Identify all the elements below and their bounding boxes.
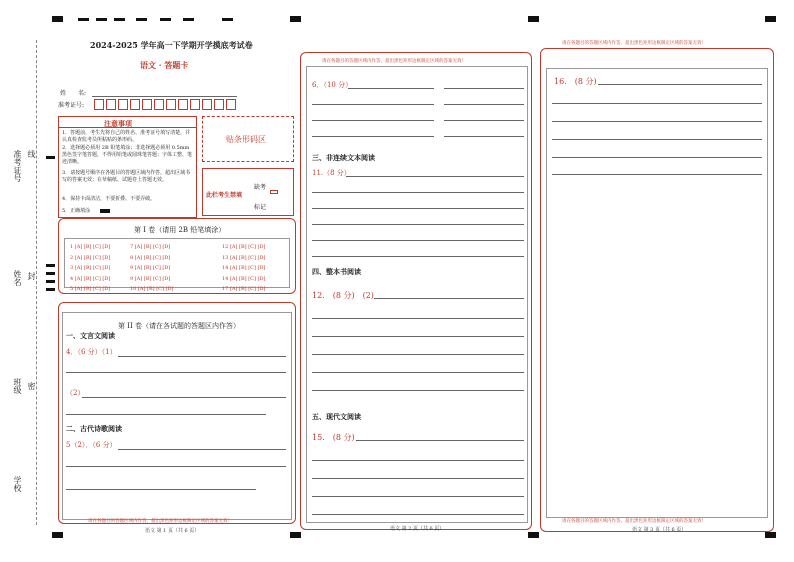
- warning-note: 请在各题目的答题区域内作答，超出黑色矩形边框限定区域的答案无效！: [322, 59, 466, 64]
- mc-option-row[interactable]: 1 [A] [B] [C] [D]: [70, 244, 111, 250]
- ticket-digit-box[interactable]: [214, 99, 224, 110]
- answer-line: [598, 84, 762, 85]
- mc-option-row[interactable]: 13 [A] [B] [C] [D]: [222, 254, 266, 261]
- timing-mark: [290, 532, 301, 538]
- ticket-digit-box[interactable]: [154, 99, 164, 110]
- timing-mark: [46, 264, 55, 267]
- question-16-label: 16. (8 分): [554, 77, 597, 86]
- answer-line: [346, 176, 524, 177]
- timing-mark: [46, 288, 55, 291]
- answer-line: [348, 88, 434, 89]
- mc-option-row[interactable]: 2 [A] [B] [C] [D]: [70, 254, 111, 261]
- page-footer-1: 语文 第 1 页（共 6 页）: [145, 528, 200, 534]
- notice-item-5: 5．正确填涂: [62, 208, 91, 214]
- mark-label: 标记: [254, 204, 267, 211]
- part1-title: 第 I 卷（请用 2B 铅笔填涂）: [134, 226, 226, 234]
- timing-mark: [96, 18, 107, 21]
- missing-label: 缺考: [254, 184, 267, 191]
- mc-option-row[interactable]: 7 [A] [B] [C] [D]: [130, 244, 171, 250]
- mc-option-row[interactable]: 9 [A] [B] [C] [D]: [130, 265, 171, 271]
- notice-item-1: 1．答题前，考生先将自己的姓名、准考证号填写清楚，并认真检查监考员所粘贴的条形码。: [62, 130, 191, 143]
- answer-line: [312, 460, 524, 461]
- page-footer-3: 语文 第 3 页（共 6 页）: [632, 527, 687, 533]
- ticket-digit-box[interactable]: [94, 99, 104, 110]
- page-footer-2: 语文 第 2 页（共 6 页）: [390, 526, 445, 532]
- warning-note: 请在各题目的答题区域内作答，超出黑色矩形边框限定区域的答案无效！: [88, 519, 232, 524]
- mc-option-row[interactable]: 17 [A] [B] [C] [D]: [222, 286, 266, 292]
- notice-title-rule: [58, 127, 197, 128]
- mc-option-row[interactable]: 5 [A] [B] [C] [D]: [70, 286, 111, 292]
- answer-line: [444, 120, 524, 121]
- mc-option-row[interactable]: 14 [A] [B] [C] [D]: [222, 265, 266, 271]
- mc-option-row[interactable]: 4 [A] [B] [C] [D]: [70, 275, 111, 282]
- answer-line: [312, 372, 524, 373]
- notice-item-2: 2．选择题必须用 2B 铅笔填涂；非选择题必须用 0.5mm 黑色签字笔答题，不得用铅笔或圆珠笔答题；字体工整、笔迹清晰。: [62, 145, 193, 165]
- ticket-digit-box[interactable]: [190, 99, 200, 110]
- answer-line: [356, 440, 524, 441]
- answer-line: [66, 372, 286, 373]
- answer-line: [444, 88, 524, 89]
- ticket-digit-box[interactable]: [226, 99, 236, 110]
- question-11-label: 11.（8 分）: [312, 169, 351, 177]
- question-5-label: 5（2）．（6 分）: [66, 441, 117, 449]
- mc-option-row[interactable]: 14 [A] [B] [C] [D]: [222, 275, 266, 282]
- section-non-continuous-text: 三、非连续文本阅读: [312, 153, 375, 162]
- margin-seal-label: 封: [27, 272, 36, 280]
- timing-mark: [46, 156, 55, 159]
- ticket-digit-box[interactable]: [178, 99, 188, 110]
- answer-line: [312, 224, 524, 225]
- answer-line: [312, 354, 524, 355]
- margin-line-label: 线: [27, 150, 36, 158]
- subject-card-title: 语文 · 答题卡: [140, 60, 189, 70]
- answer-line: [552, 157, 762, 158]
- timing-mark: [136, 18, 147, 21]
- timing-mark: [52, 532, 63, 538]
- answer-line: [312, 240, 524, 241]
- answer-line: [374, 298, 524, 299]
- timing-mark: [46, 280, 55, 283]
- notice-item-4: 4．保持卡面清洁，不要折叠、不要弄破。: [62, 196, 156, 202]
- timing-mark: [528, 16, 539, 22]
- answer-line: [312, 336, 524, 337]
- barcode-label: 贴条形码区: [226, 135, 266, 144]
- timing-mark: [114, 18, 125, 21]
- ticket-digit-box[interactable]: [130, 99, 140, 110]
- answer-line: [312, 390, 524, 391]
- mc-option-row[interactable]: 8 [A] [B] [C] [D]: [130, 254, 171, 261]
- answer-line: [444, 104, 524, 105]
- answer-line: [312, 104, 434, 105]
- section-whole-book: 四、整本书阅读: [312, 267, 361, 276]
- question-6-label: 6．（10 分）: [312, 81, 353, 89]
- timing-mark: [290, 16, 301, 22]
- answer-line: [444, 136, 524, 137]
- answer-line: [312, 208, 524, 209]
- notice-item-3: 3．请按题号顺序在各题目的答题区域内作答，超出区域书写的答案无效；在草稿纸、试题卷上答题无效。: [62, 170, 191, 183]
- margin-ticket-label: 准考证号: [13, 150, 22, 182]
- question-15-label: 15. (8 分): [312, 433, 355, 442]
- margin-class-label: 班级: [13, 378, 22, 394]
- timing-mark: [160, 18, 171, 21]
- ticket-digit-box[interactable]: [106, 99, 116, 110]
- margin-name-label: 姓名: [13, 270, 22, 286]
- notice-title: 注意事项: [104, 119, 132, 128]
- answer-line: [312, 478, 524, 479]
- name-label: 姓 名:: [60, 90, 87, 97]
- answer-line: [312, 136, 434, 137]
- ticket-label: 准考证号:: [58, 102, 85, 109]
- answer-line: [312, 256, 524, 257]
- timing-mark: [222, 18, 233, 21]
- margin-close-label: 密: [27, 382, 36, 390]
- timing-mark: [765, 532, 776, 538]
- mc-option-row[interactable]: 10 [A] [B] [C] [D]: [130, 286, 174, 292]
- answer-line: [118, 449, 286, 450]
- missing-checkbox[interactable]: [270, 190, 278, 194]
- ticket-digit-box[interactable]: [166, 99, 176, 110]
- answer-line: [312, 318, 524, 319]
- absent-label: 此栏考生禁填: [206, 192, 243, 199]
- warning-note: 请在各题目的答题区域内作答，超出黑色矩形边框限定区域的答案无效！: [562, 41, 706, 46]
- part2-title: 第 II 卷（请在各试题的答题区内作答）: [118, 322, 240, 330]
- question-4-label: 4．（6 分）（1）: [66, 348, 117, 356]
- timing-mark: [183, 18, 194, 21]
- answer-line: [552, 174, 762, 175]
- mc-option-row[interactable]: 12 [A] [B] [C] [D]: [222, 244, 266, 250]
- mc-option-row[interactable]: 3 [A] [B] [C] [D]: [70, 265, 111, 271]
- mc-option-row[interactable]: 9 [A] [B] [C] [D]: [130, 275, 171, 282]
- answer-line: [312, 120, 434, 121]
- timing-mark: [52, 16, 63, 22]
- section-classical-chinese: 一、文言文阅读: [66, 331, 115, 340]
- section-modern-text: 五、现代文阅读: [312, 412, 361, 421]
- answer-line: [82, 397, 286, 398]
- answer-line: [66, 489, 256, 490]
- answer-line: [552, 103, 762, 104]
- section-ancient-poetry: 二、古代诗歌阅读: [66, 424, 122, 433]
- margin-school-label: 学校: [13, 476, 22, 492]
- ticket-digit-box[interactable]: [118, 99, 128, 110]
- name-underline: [92, 96, 237, 97]
- exam-title: 2024-2025 学年高一下学期开学摸底考试卷: [90, 40, 253, 50]
- binding-line: [36, 40, 37, 525]
- timing-mark: [528, 532, 539, 538]
- ticket-digit-box[interactable]: [142, 99, 152, 110]
- answer-line: [312, 496, 524, 497]
- answer-line: [66, 466, 286, 467]
- answer-line: [312, 192, 524, 193]
- answer-line: [118, 356, 286, 357]
- timing-mark: [46, 272, 55, 275]
- question-4b-label: （2）: [66, 389, 85, 397]
- ticket-digit-box[interactable]: [202, 99, 212, 110]
- answer-line: [312, 514, 524, 515]
- filled-example: [100, 209, 110, 213]
- answer-line: [552, 139, 762, 140]
- column3-inner-box: [546, 68, 768, 518]
- warning-note: 请在各题目的答题区域内作答，超出黑色矩形边框限定区域的答案无效！: [562, 519, 706, 524]
- timing-mark: [765, 16, 776, 22]
- question-12-label: 12. (8 分) (2): [312, 291, 374, 300]
- answer-line: [66, 414, 266, 415]
- answer-line: [552, 121, 762, 122]
- timing-mark: [78, 18, 89, 21]
